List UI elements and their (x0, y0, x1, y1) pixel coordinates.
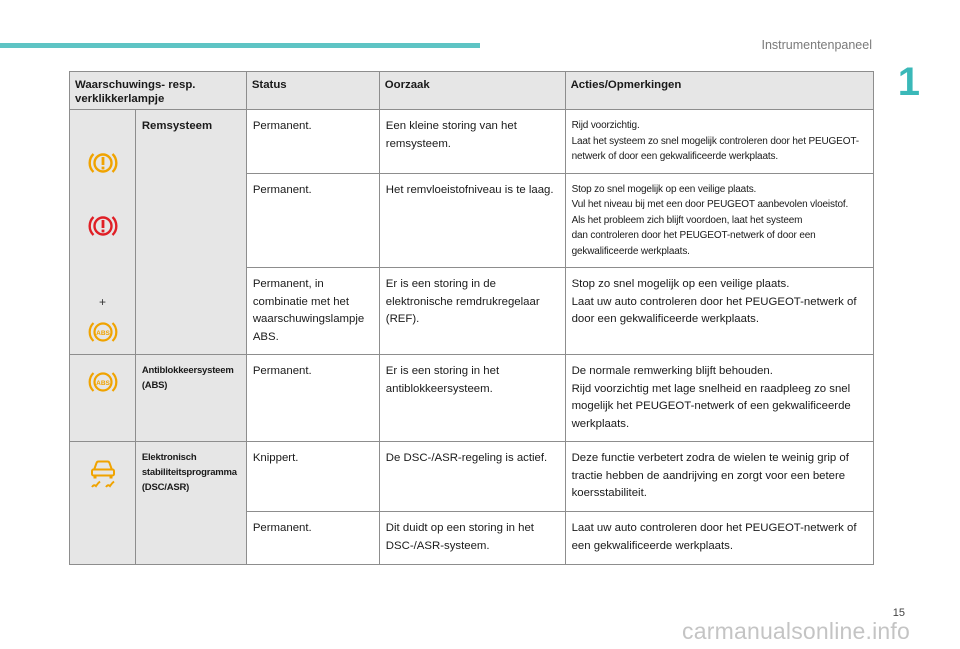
action-line: De normale remwerking blijft behouden. (571, 365, 773, 377)
chapter-number: 1 (897, 60, 920, 104)
brake-warning-icon (88, 213, 118, 239)
section-title: Instrumentenpaneel (761, 38, 872, 52)
status-cell: Permanent. (246, 173, 379, 268)
cause-cell: Er is een storing in de elektronische remdrukregelaar (REF). (379, 268, 565, 355)
action-line: Rijd voorzichtig met lage snelheid en raadpleeg zo snel mogelijk het PEUGEOT-netwerk of een gekwalificeerde werkplaats. (571, 382, 851, 430)
action-line: Als het probleem zich blijft voordoen, laat het systeem (571, 214, 803, 226)
header-accent-bar (0, 43, 480, 48)
table-row (70, 442, 874, 512)
table-row (70, 110, 874, 174)
actions-cell (565, 110, 873, 174)
system-name: Remsysteem (135, 110, 246, 355)
action-line: Rijd voorzichtig. (571, 120, 640, 131)
status-cell: Permanent, in combinatie met het waarschuwingslampje ABS. (246, 268, 379, 355)
header-cause: Oorzaak (379, 72, 565, 110)
cause-cell: Het remvloeistofniveau is te laag. (379, 173, 565, 268)
system-name: Antiblokkeersysteem (ABS) (135, 355, 246, 442)
action-line: Stop zo snel mogelijk op een veilige plaats. (571, 278, 790, 290)
status-cell: Permanent. (246, 512, 379, 565)
status-cell: Permanent. (246, 355, 379, 442)
abs-icon (88, 319, 118, 345)
action-line: gekwalificeerde werkplaats. (571, 245, 690, 257)
brake-warning-icon (88, 150, 118, 176)
actions-cell: Deze functie verbetert zodra de wielen te weinig grip of tractie hebben de aandrijving en zorgt voor een betere koersstabiliteit. (565, 442, 873, 512)
dsc-icon-cell (70, 442, 136, 565)
action-line: Vul het niveau bij met een door PEUGEOT aanbevolen vloeistof. (571, 199, 849, 210)
header-lamp: Waarschuwings- resp. verklikkerlampje (70, 72, 247, 110)
cause-cell: De DSC-/ASR-regeling is actief. (379, 442, 565, 512)
system-name: Elektronisch stabiliteitsprogramma (DSC/ASR) (135, 442, 246, 565)
header-status: Status (246, 72, 379, 110)
actions-cell: Laat uw auto controleren door het PEUGEOT-netwerk of een gekwalificeerde werkplaats. (565, 512, 873, 565)
cause-cell: Dit duidt op een storing in het DSC-/ASR-systeem. (379, 512, 565, 565)
action-line: dan controleren door het PEUGEOT-netwerk of door een (571, 230, 816, 241)
abs-icon (88, 369, 118, 395)
status-cell: Knippert. (246, 442, 379, 512)
actions-cell (565, 355, 873, 442)
cause-cell: Er is een storing in het antiblokkeersysteem. (379, 355, 565, 442)
abs-icon-cell (70, 355, 136, 442)
table-row (70, 355, 874, 442)
skid-car-icon (88, 456, 118, 488)
svg-text:ABS: ABS (96, 329, 110, 337)
table-header-row (70, 72, 874, 110)
plus-sign: + (99, 295, 107, 309)
action-line: Stop zo snel mogelijk op een veilige plaats. (571, 183, 757, 195)
cause-cell: Een kleine storing van het remsysteem. (379, 110, 565, 174)
action-line: Laat het systeem zo snel mogelijk controleren door het PEUGEOT-netwerk of door een gekwalificeerde werkplaats. (571, 135, 859, 162)
warning-lights-table (69, 71, 874, 565)
brake-icons-cell (70, 110, 136, 355)
actions-cell (565, 268, 873, 355)
actions-cell (565, 173, 873, 268)
page-number: 15 (892, 607, 905, 619)
header-actions: Acties/Opmerkingen (565, 72, 873, 110)
svg-text:ABS: ABS (96, 379, 110, 387)
watermark: carmanualsonline.info (682, 618, 910, 644)
status-cell: Permanent. (246, 110, 379, 174)
action-line: Laat uw auto controleren door het PEUGEOT-netwerk of door een gekwalificeerde werkplaats. (571, 295, 857, 325)
